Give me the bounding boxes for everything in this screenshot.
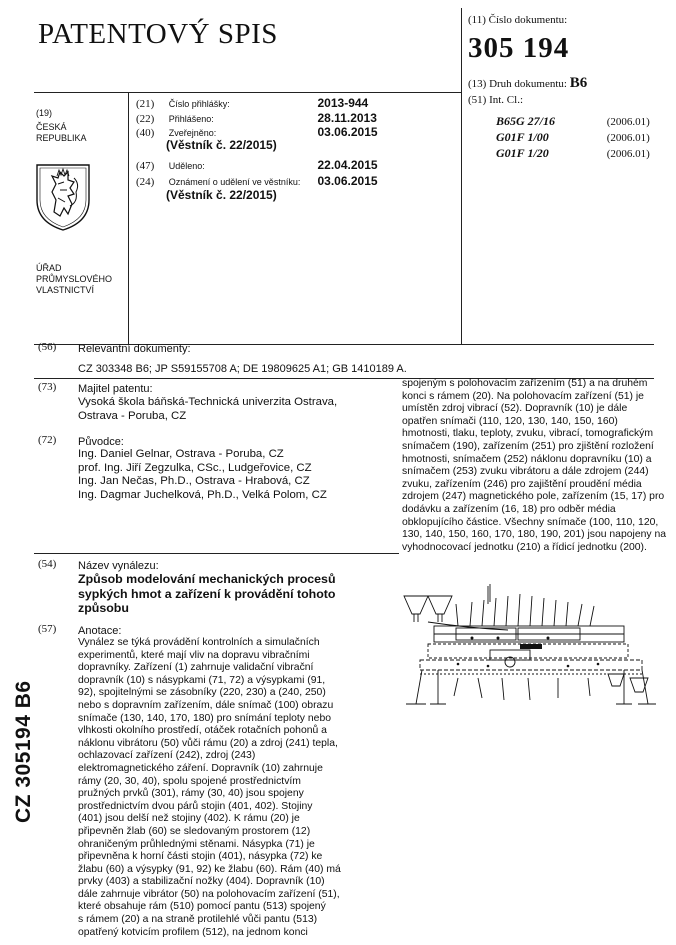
annotation-continuation (402, 378, 666, 554)
annotation-line: připevněna k horní části stojin (401), násypka (72) ke (78, 851, 323, 863)
inventor-line: Ing. Daniel Gelnar, Ostrava - Poruba, CZ (78, 448, 284, 460)
class-row (496, 130, 650, 145)
annotation-line: dodávku a zařízením (16, 18) pro odběr média (402, 503, 616, 515)
doc-type-row (468, 75, 587, 92)
vestnik-note: (Věstník č. 22/2015) (166, 138, 277, 152)
office-line2: PRŮMYSLOVÉHO (36, 274, 113, 284)
int-cl-label: (51) Int. Cl.: (468, 94, 523, 106)
invention-title (78, 572, 336, 616)
class-year: (2006.01) (606, 148, 650, 160)
annotation-line: zdrojem (247) magnetického pole, zařízením (15, 17) pro (402, 491, 665, 503)
annotation-line: obklopujícího částice. Všechny snímače (100, 110, 120, (402, 516, 659, 528)
annotation-line: dopravníky. Zařízení (1) zahrnuje validační vibrační (78, 662, 314, 674)
annotation-line: připevněn žlab (60) se sledovaným prostorem (12) (78, 825, 311, 837)
biblio-value: 2013-944 (317, 96, 369, 110)
annotation-line: které obsahuje rám (510) pomocí pantu (513) spojený (78, 901, 326, 913)
biblio-code: (47) (136, 160, 155, 172)
inventor-line: prof. Ing. Jiří Zegzulka, CSc., Ludgeřovice, CZ (78, 461, 312, 474)
annotation-line: dopravník (10) s násypkami (71, 72) a výsypkami (91, (78, 674, 326, 686)
biblio-code: (24) (136, 176, 155, 188)
annotation-line: Vynález se týká provádění kontrolních a simulačních (78, 637, 320, 648)
annotation-code: (57) (38, 623, 57, 635)
biblio-row (136, 174, 378, 188)
annotation-line: hmotnosti, snímačem (252) náklonu dopravníku (10) a (402, 453, 652, 465)
annotation-line: prostřednictvím dvou párů stojin (401, 402). Stojiny (78, 800, 313, 812)
doc-type: B6 (569, 75, 588, 91)
biblio-label: Oznámení o udělení ve věstníku: (168, 177, 301, 187)
annotation-line: 92), spojitelnými se zásobníky (220, 230) a (240, 250) (78, 687, 326, 699)
class-code: G01F 1/20 (496, 146, 549, 160)
office-block (36, 263, 112, 296)
biblio-row (136, 111, 377, 125)
annotation-line: (401) jsou delší než stojiny (402). K rámu (20) je (78, 813, 300, 825)
annotation-line: umístěn zdroj vibrací (52). Dopravník (10) je dále (402, 403, 628, 415)
class-row (496, 146, 650, 161)
country-block (36, 108, 87, 144)
invention-title-line: způsobu (78, 601, 129, 615)
inventors-label: Původce: (78, 436, 124, 448)
annotation-text (78, 637, 341, 939)
annotation-line: snímačem (253) zvuku vibrátoru a dále zdrojem (244) (402, 466, 649, 478)
biblio-value: 03.06.2015 (317, 125, 378, 139)
czech-coat-of-arms-lion-icon (34, 162, 92, 232)
owner-label: Majitel patentu: (78, 383, 153, 395)
biblio-label: Zveřejněno: (168, 128, 217, 138)
biblio-code: (40) (136, 127, 155, 139)
column-divider (128, 92, 129, 344)
annotation-line: opatřen snímači (110, 120, 130, 140, 150, 160) (402, 415, 618, 427)
annotation-line: vlhkosti okolního prostředí, otáček rotačních pohonů a (78, 725, 327, 737)
annotation-line: spojeným s polohovacím zařízením (51) a na druhém (402, 378, 648, 389)
annotation-line: elektromagnetického záření. Dopravník (10) zahrnuje (78, 762, 323, 774)
annotation-line: pružných prvků (301), rámy (30, 40) jsou spojeny (78, 788, 304, 800)
owner-line: Vysoká škola báňská-Technická univerzita Ostrava, (78, 396, 338, 408)
vestnik-note: (Věstník č. 22/2015) (166, 188, 277, 202)
country-line1: ČESKÁ (36, 122, 67, 132)
biblio-value: 22.04.2015 (317, 158, 378, 172)
class-code: G01F 1/00 (496, 130, 549, 144)
annotation-line: snímačem (190), zařízením (251) pro zjištění rozložení (402, 440, 654, 452)
annotation-line: rámy (20, 30, 40), spolu spojené prostřednictvím (78, 775, 301, 787)
vibratory-conveyor-drawing (398, 578, 660, 713)
annotation-line: ochlazovací zařízení (242), zdroj (243) (78, 750, 256, 762)
invention-code: (54) (38, 558, 57, 570)
invention-top-rule (34, 553, 399, 554)
biblio-label: Přihlášeno: (168, 114, 214, 124)
class-year: (2006.01) (606, 116, 650, 128)
biblio-row (136, 125, 378, 139)
cited-label: Relevantní dokumenty: (78, 343, 191, 355)
country-line2: REPUBLIKA (36, 133, 87, 143)
annotation-line: konci s rámem (20). Na polohovacím zařízení (51) je (402, 390, 644, 402)
annotation-line: zvuku, zařízením (246) pro zajištění proudění média (402, 478, 642, 490)
header-rule (34, 92, 461, 93)
country-code: (19) (36, 108, 53, 118)
office-line1: ÚŘAD (36, 263, 62, 273)
annotation-line: žlabu (60) a výsypky (91, 92) ke žlabu (60). Rám (40) má (78, 863, 341, 875)
annotation-line: hmotnosti, tlaku, teploty, zvuku, vibrací, tomografickým (402, 428, 654, 440)
annotation-line: opatřený kotvicím profilem (512), na jednom konci (78, 926, 308, 938)
doc-number-label: (11) Číslo dokumentu: (468, 14, 568, 26)
annotation-line: vyhodnocovací jednotku (210) a řídicí jednotku (200). (402, 541, 647, 553)
annotation-line: s rámem (20) a na straně protilehlé vůči pantu (513) (78, 914, 318, 926)
annotation-line: dále zahrnuje vibrátor (50) na polohovacím zařízení (51), (78, 888, 340, 900)
invention-title-line: Způsob modelování mechanických procesů (78, 572, 336, 586)
biblio-row (136, 158, 378, 172)
owner-line: Ostrava - Poruba, CZ (78, 409, 187, 422)
inventors-block (78, 448, 327, 502)
class-code: B65G 27/16 (496, 114, 556, 128)
office-line3: VLASTNICTVÍ (36, 285, 95, 295)
annotation-line: experimentů, které mají vliv na dopravu vibračními (78, 649, 310, 661)
biblio-code: (22) (136, 113, 155, 125)
annotation-line: 130, 140, 150, 160, 170, 180, 190, 201) jsou napojeny na (402, 529, 667, 541)
biblio-value: 28.11.2013 (317, 111, 377, 125)
page-title: PATENTOVÝ SPIS (38, 18, 278, 50)
annotation-line: ohraničeným průhlednými stěnami. Násypka (71) je (78, 838, 315, 850)
doc-number: 305 194 (468, 32, 570, 64)
class-row (496, 114, 650, 129)
invention-title-line: sypkých hmot a zařízení k provádění tohoto (78, 586, 336, 601)
class-year: (2006.01) (606, 132, 650, 144)
biblio-value: 03.06.2015 (317, 174, 378, 188)
owner-block (78, 396, 337, 423)
owner-code: (73) (38, 381, 57, 393)
biblio-label: Uděleno: (168, 161, 205, 171)
annotation-line: prvky (403) a stabilizační nožky (404). Dopravník (10) (78, 876, 325, 888)
biblio-code: (21) (136, 98, 155, 110)
inventor-line: Ing. Dagmar Juchelková, Ph.D., Velká Polom, CZ (78, 488, 327, 501)
annotation-line: nebo s dopravním zařízením, dále snímač (100) obrazu (78, 699, 334, 711)
invention-label: Název vynálezu: (78, 560, 159, 572)
side-document-label: CZ 305194 B6 (12, 680, 35, 823)
annotation-line: náklonu vibrátoru (50) vůči rámu (20) a zdroj (241) tepla, (78, 737, 338, 749)
header-divider (461, 8, 462, 344)
biblio-label: Číslo přihlášky: (168, 99, 230, 109)
cited-text: CZ 303348 B6; JP S59155708 A; DE 19809625 A1; GB 1410189 A. (78, 363, 407, 375)
doc-type-label: (13) Druh dokumentu: (468, 78, 567, 90)
annotation-line: snímače (130, 140, 170, 180) pro snímání teploty nebo (78, 712, 331, 724)
inventor-line: Ing. Jan Nečas, Ph.D., Ostrava - Hrabová, CZ (78, 475, 310, 488)
biblio-row (136, 96, 368, 110)
cited-code: (56) (38, 341, 57, 353)
inventors-code: (72) (38, 434, 57, 446)
annotation-label: Anotace: (78, 625, 122, 637)
